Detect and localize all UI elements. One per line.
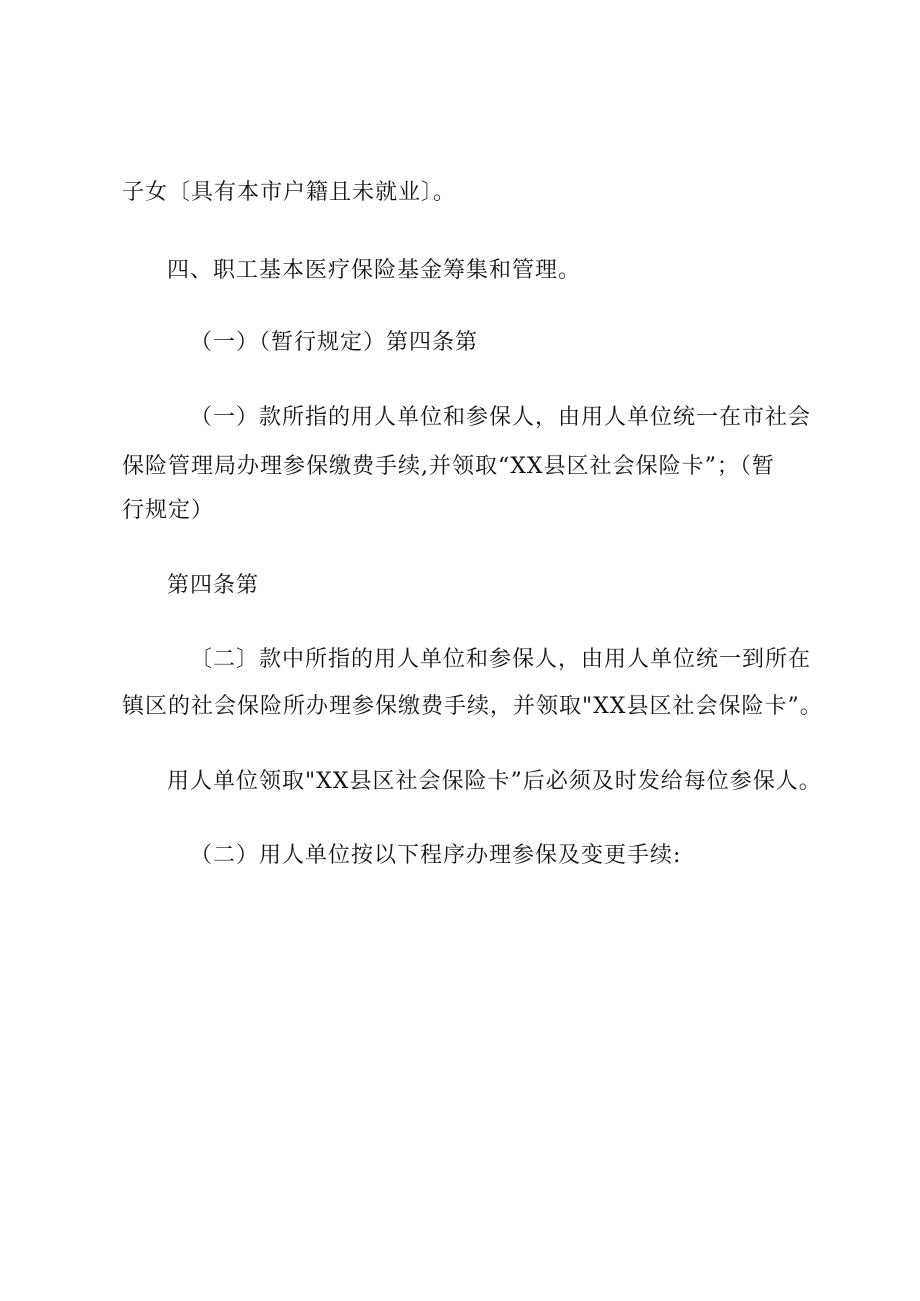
paragraph-line-1: 子女〔具有本市户籍且未就业〕。 — [122, 180, 457, 205]
paragraph-line-article-four: 第四条第 — [167, 573, 260, 598]
paragraph-line-continuation-3: 镇区的社会保险所办理参保缴费手续，并领取"XX县区社会保险卡”。 — [122, 694, 823, 719]
paragraph-line-continuation-2: 行规定） — [122, 498, 215, 523]
subsection-heading-one: （一）（暂行规定）第四条第 — [190, 330, 479, 355]
paragraph-line-clause-one: （一）款所指的用人单位和参保人，由用人单位统一在市社会 — [190, 405, 812, 430]
paragraph-line-clause-two: 〔二〕款中所指的用人单位和参保人，由用人单位统一到所在 — [190, 647, 812, 672]
paragraph-line-card-distribution: 用人单位领取"XX县区社会保险卡”后必须及时发给每位参保人。 — [167, 769, 822, 794]
section-heading-four: 四、职工基本医疗保险基金筹集和管理。 — [167, 258, 582, 283]
paragraph-line-continuation-1: 保险管理局办理参保缴费手续,并领取“XX县区社会保险卡”；（暂 — [122, 454, 775, 479]
subsection-heading-two: （二）用人单位按以下程序办理参保及变更手续: — [190, 843, 682, 868]
